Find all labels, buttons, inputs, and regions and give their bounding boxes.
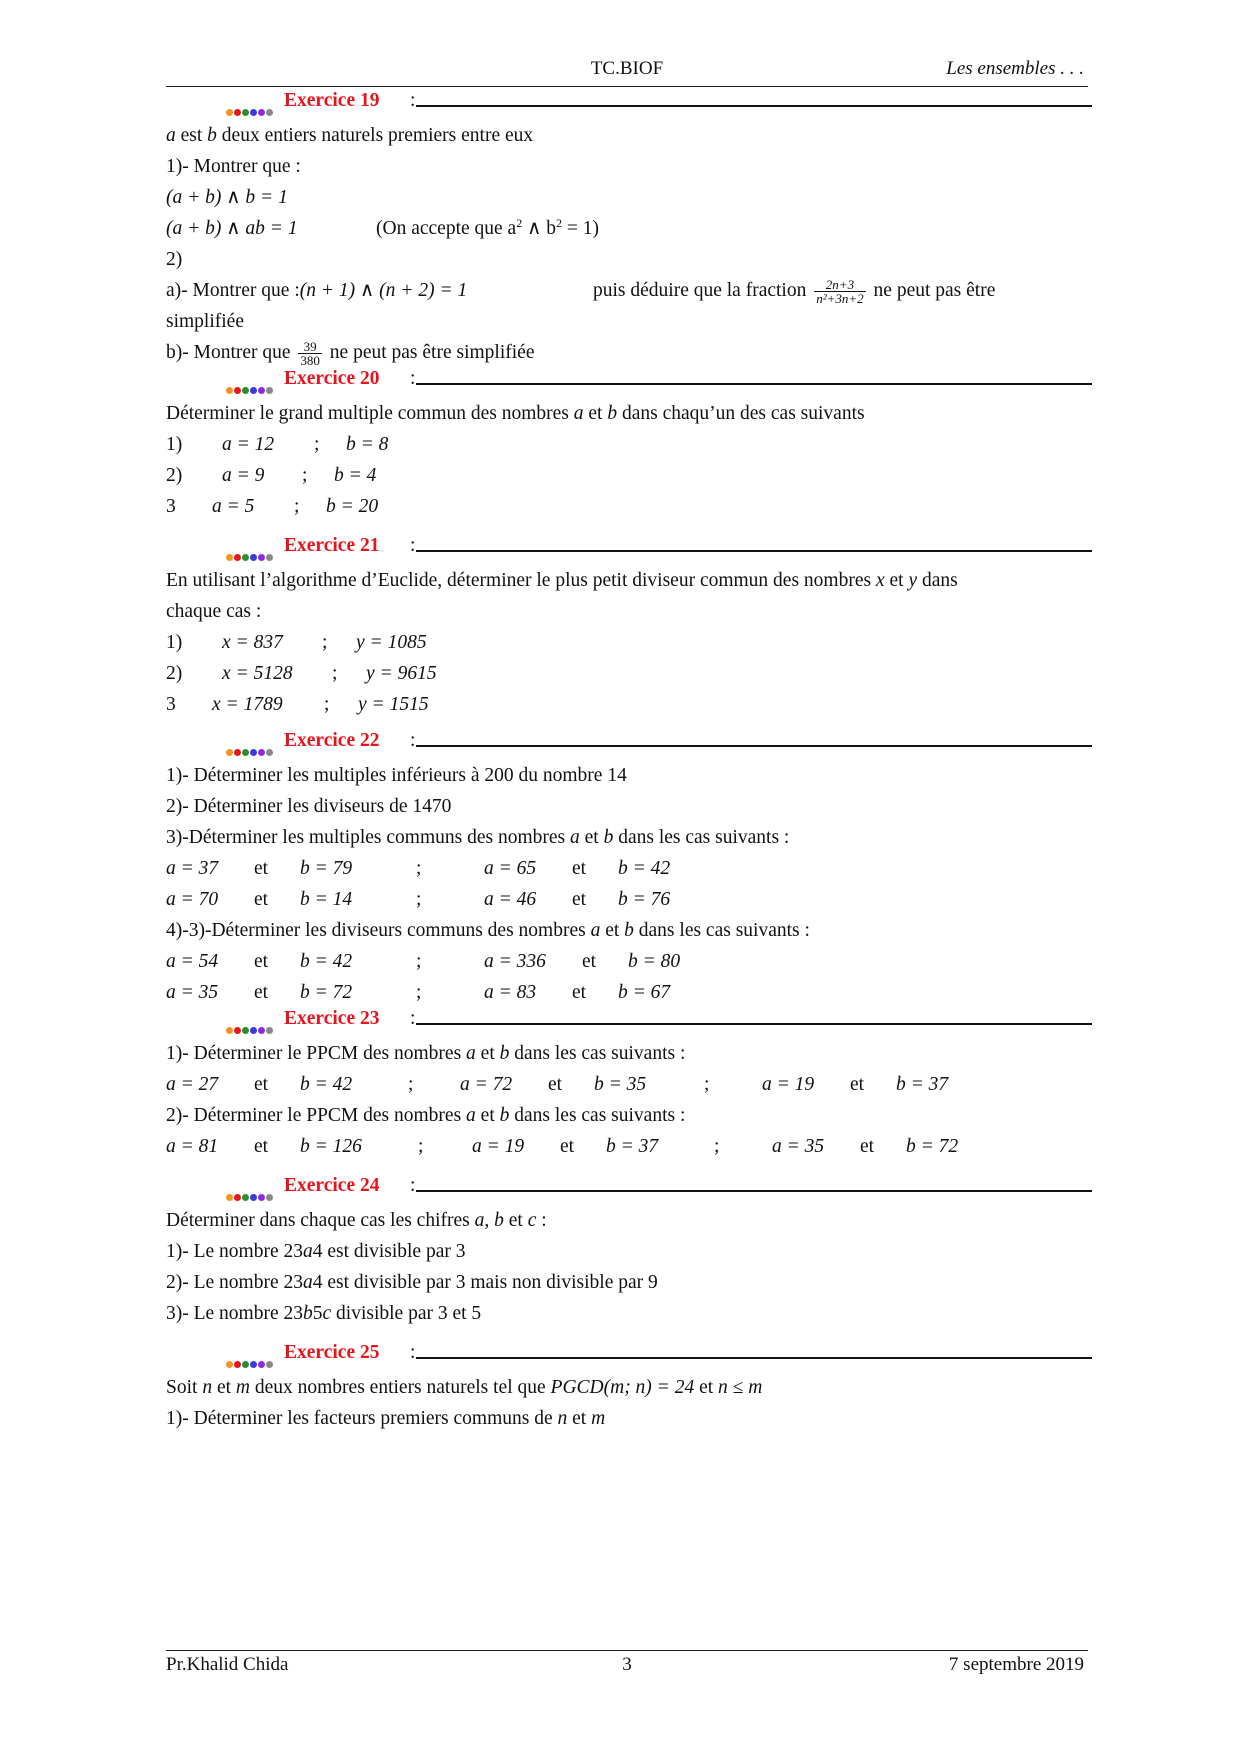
exercise-header: Exercice 23 : — [166, 1008, 1088, 1038]
bullet-dot-icon — [234, 1361, 241, 1368]
exercise-header: Exercice 24 : — [166, 1175, 1088, 1205]
bullet-dot-icon — [250, 1194, 257, 1201]
bullet-dot-icon — [234, 554, 241, 561]
bullet-dot-icon — [242, 1027, 249, 1034]
title-rule — [416, 550, 1092, 552]
text-line: 1)- Déterminer les multiples inférieurs à 200 du nombre 14 — [166, 765, 627, 786]
title-rule — [416, 1357, 1092, 1359]
math-line: (a + b) ∧ b = 1 — [166, 187, 288, 208]
text-line: 2)- Déterminer les diviseurs de 1470 — [166, 796, 452, 817]
decoration-dots-icon — [226, 1352, 274, 1362]
case-row: 3 x = 1789 ; y = 1515 — [166, 694, 429, 715]
decoration-dots-icon — [226, 1185, 274, 1195]
text-line: simplifiée — [166, 311, 244, 332]
fraction: $\frac{2n+3}{\text{n²+3n+2}}$ — [816, 277, 864, 307]
text-line: Soit n et m deux nombres entiers naturels tel que PGCD(m; n) = 24 et n ≤ m — [166, 1377, 763, 1398]
case-row: a = 81 et b = 126 ; a = 19 et b = 37 ; a = 35 et b = 72 — [166, 1136, 959, 1157]
exercise-19 — [166, 90, 1088, 368]
exercise-title: Exercice 22 — [284, 730, 380, 751]
text-line: b)- Montrer que $\frac{39}{380}$ ne peut pas être simplifiée — [166, 339, 535, 369]
page-number: 3 — [622, 1654, 632, 1675]
fraction: $\frac{39}{380}$ — [300, 339, 320, 369]
text-line: En utilisant l’algorithme d’Euclide, déterminer le plus petit diviseur commun des nombres x et y dans — [166, 570, 958, 591]
case-row: 2) x = 5128 ; y = 9615 — [166, 663, 437, 684]
bullet-dot-icon — [242, 1194, 249, 1201]
text-line: 1)- Déterminer le PPCM des nombres a et b dans les cas suivants : — [166, 1043, 686, 1064]
bullet-dot-icon — [250, 749, 257, 756]
decoration-dots-icon — [226, 545, 274, 555]
text-line: a)- Montrer que :(n + 1) ∧ (n + 2) = 1 puis déduire que la fraction $\frac{2n+3}{\text{n²+3n+2}}$ ne peut pas être — [166, 277, 996, 307]
case-row: 3 a = 5 ; b = 20 — [166, 496, 379, 517]
bullet-dot-icon — [242, 1361, 249, 1368]
bullet-dot-icon — [258, 1194, 265, 1201]
bullet-dot-icon — [258, 1361, 265, 1368]
case-row: 1) x = 837 ; y = 1085 — [166, 632, 427, 653]
bullet-dot-icon — [266, 387, 273, 394]
decoration-dots-icon — [226, 100, 274, 110]
bullet-dot-icon — [226, 749, 233, 756]
title-rule — [416, 383, 1092, 385]
bullet-dot-icon — [226, 387, 233, 394]
exercise-title: Exercice 25 — [284, 1342, 380, 1363]
exercise-20 — [166, 368, 1088, 522]
case-row: 1) a = 12 ; b = 8 — [166, 434, 389, 455]
case-row: 2) a = 9 ; b = 4 — [166, 465, 377, 486]
decoration-dots-icon — [226, 378, 274, 388]
exercise-header: Exercice 25 : — [166, 1342, 1088, 1372]
bullet-dot-icon — [242, 554, 249, 561]
text-line: 1)- Déterminer les facteurs premiers communs de n et m — [166, 1408, 606, 1429]
bullet-dot-icon — [258, 387, 265, 394]
title-rule — [416, 745, 1092, 747]
bullet-dot-icon — [266, 1027, 273, 1034]
bullet-dot-icon — [258, 1027, 265, 1034]
bullet-dot-icon — [250, 387, 257, 394]
text-line: Déterminer le grand multiple commun des nombres a et b dans chaqu’un des cas suivants — [166, 403, 865, 424]
exercise-header: Exercice 19 : — [166, 90, 1088, 120]
text-line: 2) — [166, 249, 183, 270]
text-line: 4)-3)-Déterminer les diviseurs communs des nombres a et b dans les cas suivants : — [166, 920, 810, 941]
title-rule — [416, 1023, 1092, 1025]
page-header — [166, 58, 1088, 87]
text-line: Déterminer dans chaque cas les chifres a, b et c : — [166, 1210, 547, 1231]
text-line: 2)- Le nombre 23a4 est divisible par 3 mais non divisible par 9 — [166, 1272, 658, 1293]
bullet-dot-icon — [234, 1194, 241, 1201]
text-line: 2)- Déterminer le PPCM des nombres a et b dans les cas suivants : — [166, 1105, 686, 1126]
bullet-dot-icon — [242, 387, 249, 394]
bullet-dot-icon — [266, 554, 273, 561]
bullet-dot-icon — [234, 109, 241, 116]
bullet-dot-icon — [234, 749, 241, 756]
bullet-dot-icon — [266, 109, 273, 116]
bullet-dot-icon — [250, 1361, 257, 1368]
exercise-header: Exercice 21 : — [166, 535, 1088, 565]
case-row: a = 70 et b = 14 ; a = 46 et b = 76 — [166, 889, 671, 910]
exercise-header: Exercice 22 : — [166, 730, 1088, 760]
exercise-23 — [166, 1008, 1088, 1162]
case-row: a = 35 et b = 72 ; a = 83 et b = 67 — [166, 982, 671, 1003]
bullet-dot-icon — [250, 109, 257, 116]
bullet-dot-icon — [266, 1194, 273, 1201]
bullet-dot-icon — [234, 387, 241, 394]
page-footer — [166, 1650, 1088, 1683]
exercise-title: Exercice 23 — [284, 1008, 380, 1029]
bullet-dot-icon — [258, 109, 265, 116]
footer-author: Pr.Khalid Chida — [166, 1654, 289, 1675]
text-line: a est b deux entiers naturels premiers entre eux — [166, 125, 534, 146]
bullet-dot-icon — [258, 554, 265, 561]
bullet-dot-icon — [266, 749, 273, 756]
bullet-dot-icon — [226, 109, 233, 116]
bullet-dot-icon — [250, 554, 257, 561]
bullet-dot-icon — [266, 1361, 273, 1368]
exercise-22 — [166, 730, 1088, 1008]
bullet-dot-icon — [258, 749, 265, 756]
exercise-title: Exercice 21 — [284, 535, 380, 556]
text-line: 1)- Le nombre 23a4 est divisible par 3 — [166, 1241, 466, 1262]
decoration-dots-icon — [226, 1018, 274, 1028]
title-rule — [416, 1190, 1092, 1192]
exercise-24 — [166, 1175, 1088, 1329]
header-chapter: Les ensembles . . . — [946, 58, 1084, 79]
bullet-dot-icon — [226, 1194, 233, 1201]
text-line: 3)-Déterminer les multiples communs des nombres a et b dans les cas suivants : — [166, 827, 790, 848]
text-line: chaque cas : — [166, 601, 262, 622]
bullet-dot-icon — [250, 1027, 257, 1034]
case-row: a = 54 et b = 42 ; a = 336 et b = 80 — [166, 951, 681, 972]
exercise-header: Exercice 20 : — [166, 368, 1088, 398]
bullet-dot-icon — [226, 1027, 233, 1034]
exercise-title: Exercice 20 — [284, 368, 380, 389]
footer-date: 7 septembre 2019 — [948, 1654, 1084, 1675]
exercise-title: Exercice 24 — [284, 1175, 380, 1196]
bullet-dot-icon — [242, 749, 249, 756]
decoration-dots-icon — [226, 740, 274, 750]
title-rule — [416, 105, 1092, 107]
bullet-dot-icon — [226, 1361, 233, 1368]
header-course: TC.BIOF — [590, 58, 664, 79]
text-line: 3)- Le nombre 23b5c divisible par 3 et 5 — [166, 1303, 482, 1324]
bullet-dot-icon — [234, 1027, 241, 1034]
bullet-dot-icon — [242, 109, 249, 116]
bullet-dot-icon — [226, 554, 233, 561]
page — [166, 0, 1088, 1754]
exercise-25 — [166, 1342, 1088, 1434]
math-line: (a + b) ∧ ab = 1 (On accepte que $a^2$ ∧ $b^2 = 1$) — [166, 216, 599, 239]
text-line: 1)- Montrer que : — [166, 156, 301, 177]
case-row: a = 37 et b = 79 ; a = 65 et b = 42 — [166, 858, 671, 879]
exercise-21 — [166, 535, 1088, 720]
exercise-title: Exercice 19 — [284, 90, 380, 111]
case-row: a = 27 et b = 42 ; a = 72 et b = 35 ; a = 19 et b = 37 — [166, 1074, 949, 1095]
